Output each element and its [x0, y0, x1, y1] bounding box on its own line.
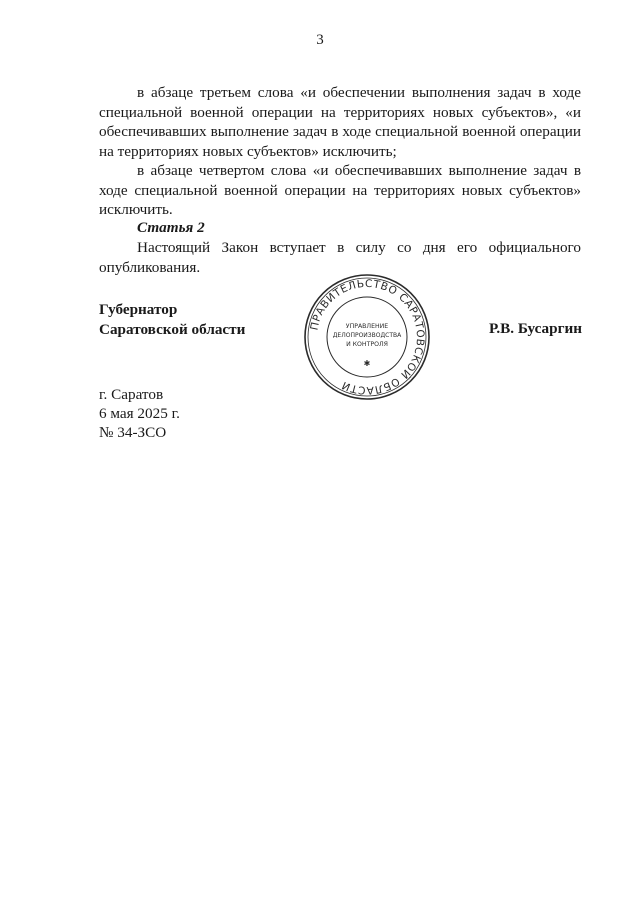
- seal-inner-line-3: И КОНТРОЛЯ: [346, 341, 388, 348]
- document-details: [99, 385, 180, 442]
- position-line-1: Губернатор: [99, 301, 178, 318]
- law-number: № 34-ЗСО: [99, 424, 167, 441]
- date: 6 мая 2025 г.: [99, 405, 180, 422]
- position-line-2: Саратовской области: [99, 320, 246, 338]
- seal-outer-text: ПРАВИТЕЛЬСТВО САРАТОВСКОЙ ОБЛАСТИ: [308, 277, 427, 397]
- city: г. Саратов: [99, 386, 164, 403]
- article-heading: Статья 2: [137, 219, 205, 236]
- page-number: 3: [316, 32, 324, 48]
- official-seal: [302, 272, 432, 402]
- signatory-name: Р.В. Бусаргин: [488, 320, 582, 337]
- seal-inner-line-1: УПРАВЛЕНИЕ: [345, 323, 389, 330]
- signatory-position: [99, 300, 245, 339]
- paragraph-1: в абзаце третьем слова «и обеспечении выполнения задач в ходе специальной военной операции на территориях новых субъектов», «и обеспечивавших выполнение задач в ходе специальной военной операции на территориях новых субъектов» исключить;: [99, 84, 581, 160]
- seal-star-icon: ✱: [363, 359, 371, 368]
- paragraph-2: в абзаце четвертом слова «и обеспечивавших выполнение задач в ходе специальной военной операции на территориях новых субъектов» исключить.: [99, 162, 581, 218]
- article-text: Настоящий Закон вступает в силу со дня его официального опубликования.: [99, 239, 581, 276]
- seal-inner-line-2: ДЕЛОПРОИЗВОДСТВА: [332, 332, 402, 339]
